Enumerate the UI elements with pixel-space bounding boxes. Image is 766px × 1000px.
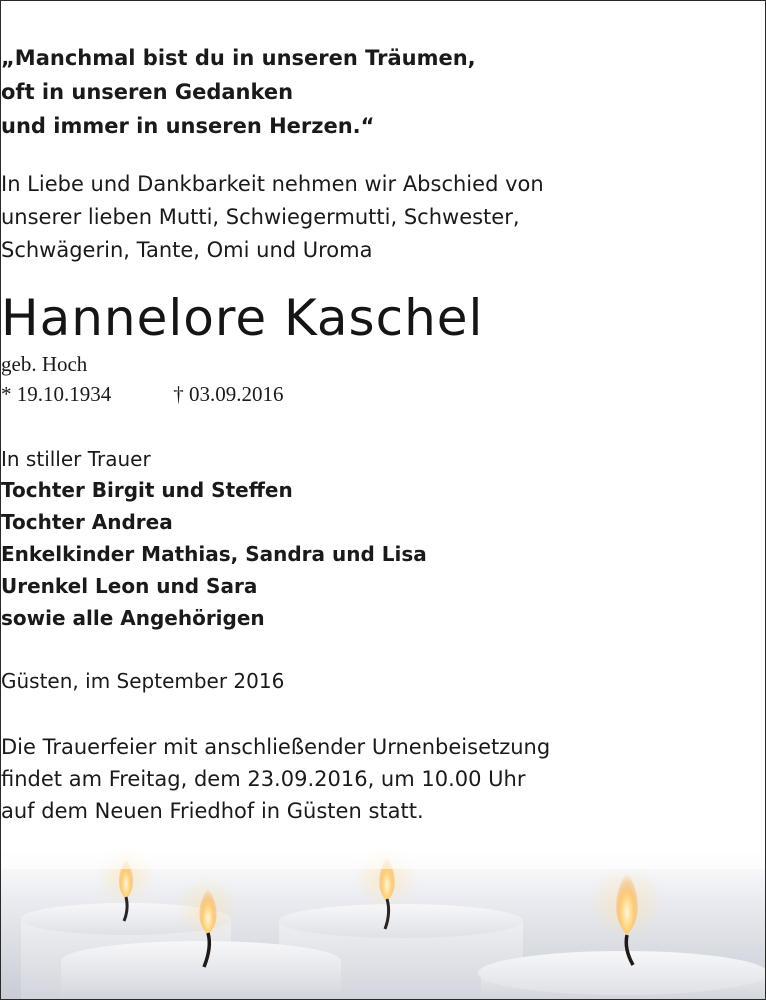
death-date: † 03.09.2016 (173, 382, 284, 406)
mourner: Urenkel Leon und Sara (1, 574, 258, 598)
quote-line: oft in unseren Gedanken (1, 80, 294, 104)
ceremony-line: findet am Freitag, dem 23.09.2016, um 10.00 Uhr (1, 767, 526, 791)
place-and-date: Güsten, im September 2016 (1, 669, 285, 693)
ceremony-line: auf dem Neuen Friedhof in Güsten statt. (1, 799, 424, 823)
intro-line: unserer lieben Mutti, Schwiegermutti, Schwester, (1, 205, 520, 229)
mourning-intro: In stiller Trauer (1, 447, 151, 471)
life-dates (1, 379, 765, 409)
candles-image (1, 849, 765, 999)
maiden-name: geb. Hoch (1, 352, 88, 376)
mourner: Enkelkinder Mathias, Sandra und Lisa (1, 542, 427, 566)
quote-line: „Manchmal bist du in unseren Träumen, (1, 46, 476, 70)
mourner: Tochter Birgit und Steffen (1, 478, 293, 502)
mourner: sowie alle Angehörigen (1, 606, 265, 630)
intro-line: In Liebe und Dankbarkeit nehmen wir Abschied von (1, 172, 544, 196)
ceremony-line: Die Trauerfeier mit anschließender Urnenbeisetzung (1, 735, 551, 759)
mourner: Tochter Andrea (1, 510, 173, 534)
mourners-list (1, 474, 765, 634)
quote-line: und immer in unseren Herzen.“ (1, 114, 375, 138)
intro-line: Schwägerin, Tante, Omi und Uroma (1, 238, 373, 262)
farewell-intro (1, 168, 765, 267)
deceased-name: Hannelore Kaschel (1, 289, 484, 347)
ceremony-info (1, 731, 765, 827)
birth-date: * 19.10.1934 (1, 382, 112, 406)
memorial-quote (1, 41, 765, 143)
